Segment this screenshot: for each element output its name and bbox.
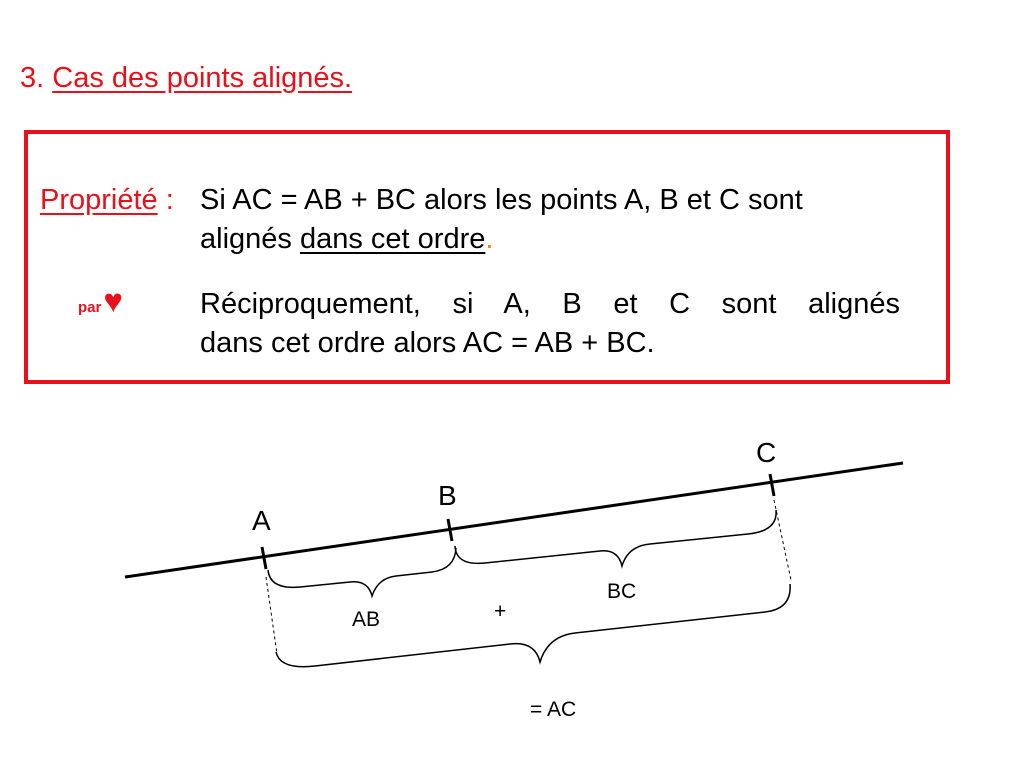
tick-c xyxy=(770,474,774,496)
section-number: 3. xyxy=(20,62,45,94)
brace-ab xyxy=(268,548,456,596)
heart-icon: ♥ xyxy=(103,282,123,319)
property-line-3: Réciproquement, si A, B et C sont alignés xyxy=(200,288,900,320)
property-line-1: Si AC = AB + BC alors les points A, B et C sont xyxy=(200,184,803,216)
tick-a xyxy=(262,547,266,569)
point-b-label: B xyxy=(438,480,457,511)
property-line-2-prefix: alignés xyxy=(200,223,292,255)
section-title: Cas des points alignés. xyxy=(52,62,353,94)
property-line-2-dot: . xyxy=(485,223,494,255)
point-a-label: A xyxy=(252,505,271,536)
point-c-label: C xyxy=(756,437,777,468)
segment-ab-label: AB xyxy=(352,608,381,631)
tick-b xyxy=(448,519,452,541)
property-line-4: dans cet ordre alors AC = AB + BC. xyxy=(200,327,655,359)
dashed-guide-a xyxy=(266,577,277,654)
segment-bc-label: BC xyxy=(607,580,637,603)
property-line-2-underlined: dans cet ordre xyxy=(299,223,486,255)
segment-ac-label: = AC xyxy=(530,698,577,721)
property-label-colon: : xyxy=(165,184,174,216)
property-label-word: Propriété xyxy=(40,184,158,216)
plus-sign: + xyxy=(494,600,507,623)
par-text: par xyxy=(78,299,102,316)
brace-bc xyxy=(455,510,776,566)
